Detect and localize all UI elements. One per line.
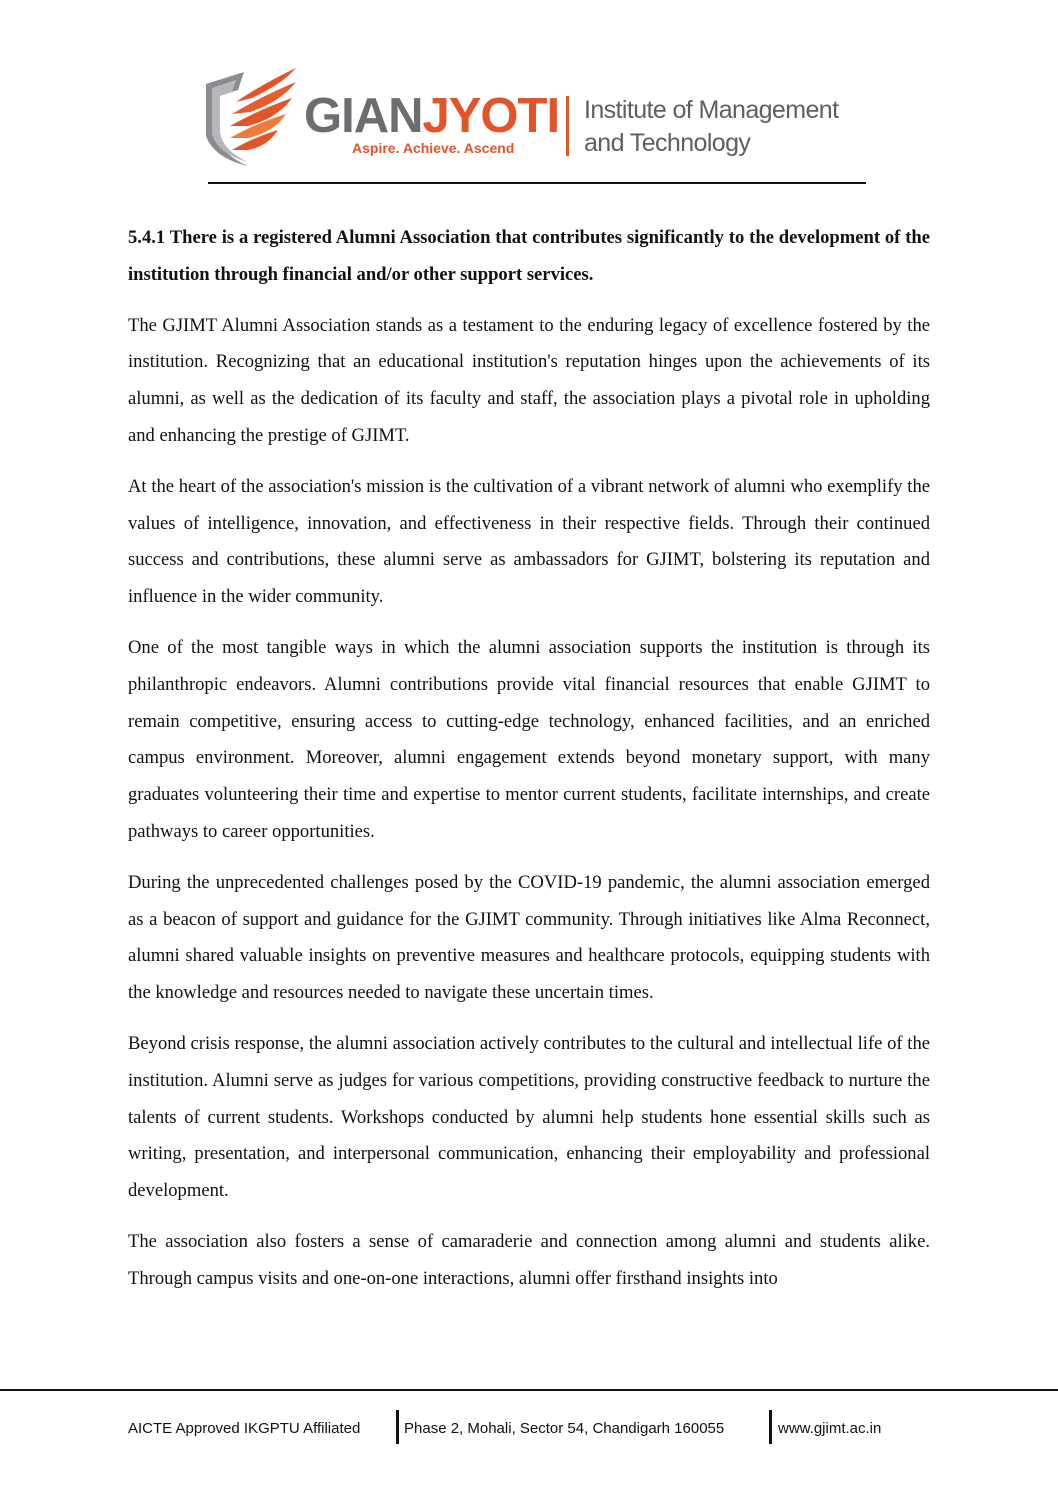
- footer-address-text: Phase 2, Mohali, Sector 54, Chandigarh 160055: [404, 1420, 725, 1437]
- footer-separator: [769, 1410, 772, 1444]
- page-footer: [128, 1410, 928, 1450]
- paragraph: One of the most tangible ways in which the alumni association supports the institution is through its philanthropic endeavors. Alumni contributions provide vital financial resources that enable GJIMT to remain competitive, ensuring access to cutting-edge technology, enhanced facilities, and an enriched campus environment. Moreover, alumni engagement extends beyond monetary support, with many graduates volunteering their time and expertise to mentor current students, facilitate internships, and create pathways to career opportunities.: [128, 636, 930, 842]
- footer-approval-text: AICTE Approved IKGPTU Affiliated: [128, 1420, 361, 1437]
- footer-divider: [0, 1389, 1058, 1391]
- paragraph: At the heart of the association's mission is the cultivation of a vibrant network of alumni who exemplify the values of intelligence, innovation, and effectiveness in their respective fields. Through their continued success and contributions, these alumni serve as ambassadors for GJIMT, bolstering its reputation and influence in the wider community.: [128, 475, 930, 608]
- brand-name-part2: JYOTI: [422, 89, 560, 143]
- header-divider: [208, 182, 866, 184]
- paragraph: Beyond crisis response, the alumni association actively contributes to the cultural and intellectual life of the institution. Alumni serve as judges for various competitions, providing constructive feedback to nurture the talents of current students. Workshops conducted by alumni help students hone essential skills such as writing, presentation, and interpersonal communication, enhancing their employability and professional development.: [128, 1032, 930, 1202]
- footer-separator: [396, 1410, 399, 1444]
- institute-name-line1: Institute of Management: [584, 96, 839, 124]
- brand-name-part1: GIAN: [304, 89, 423, 143]
- paragraph: During the unprecedented challenges posed by the COVID-19 pandemic, the alumni association emerged as a beacon of support and guidance for the GJIMT community. Through initiatives like Alma Reconnect, alumni shared valuable insights on preventive measures and healthcare protocols, equipping students with the knowledge and resources needed to navigate these uncertain times.: [128, 871, 930, 1004]
- section-heading: 5.4.1 There is a registered Alumni Association that contributes significantly to the development of the institution through financial and/or other support services.: [128, 227, 930, 285]
- institute-name-line2: and Technology: [584, 129, 751, 157]
- shield-logo-icon: [192, 62, 300, 172]
- footer-website-link[interactable]: www.gjimt.ac.in: [778, 1420, 882, 1437]
- document-body: [128, 220, 930, 1312]
- brand-wordmark: [304, 86, 559, 146]
- institute-logo: [192, 62, 872, 172]
- paragraph: The association also fosters a sense of camaraderie and connection among alumni and students alike. Through campus visits and one-on-one interactions, alumni offer firsthand insights into: [128, 1230, 930, 1289]
- paragraph: The GJIMT Alumni Association stands as a testament to the enduring legacy of excellence fostered by the institution. Recognizing that an educational institution's reputation hinges upon the achievements of its alumni, as well as the dedication of its faculty and staff, the association plays a pivotal role in upholding and enhancing the prestige of GJIMT.: [128, 314, 930, 446]
- institute-name: [584, 94, 838, 160]
- logo-divider: [566, 96, 569, 156]
- brand-tagline: Aspire. Achieve. Ascend: [352, 140, 515, 156]
